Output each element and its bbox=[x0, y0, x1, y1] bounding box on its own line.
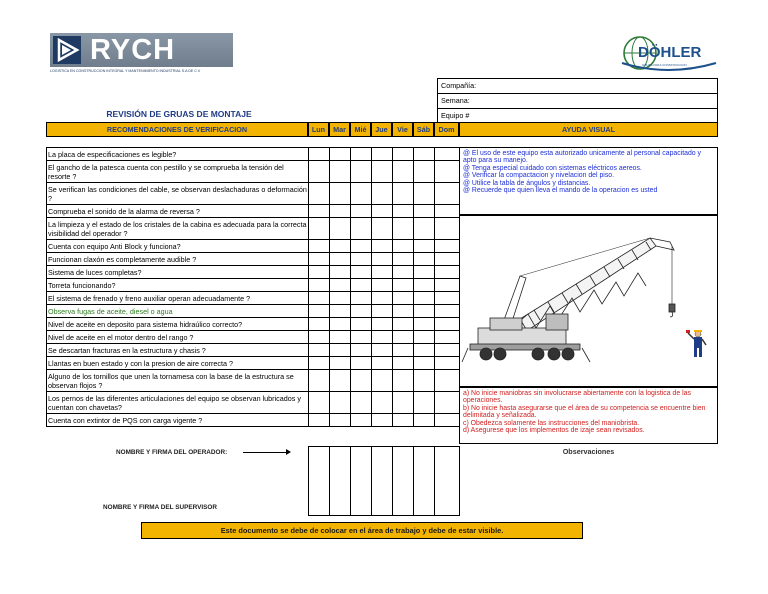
check-cell[interactable] bbox=[414, 161, 435, 183]
check-cell[interactable] bbox=[414, 240, 435, 253]
day-header-thu: Jue bbox=[371, 122, 392, 137]
operation-rules-list bbox=[460, 388, 717, 436]
check-cell[interactable] bbox=[372, 148, 393, 161]
check-cell[interactable] bbox=[309, 370, 330, 392]
table-row bbox=[47, 414, 460, 427]
partner-logo-subtitle: GRUAS PARA CONSTRUCCION bbox=[642, 63, 687, 67]
check-cell[interactable] bbox=[435, 161, 460, 183]
table-row bbox=[47, 318, 460, 331]
check-cell[interactable] bbox=[330, 183, 351, 205]
table-row bbox=[47, 183, 460, 205]
operation-rule: b) No inicie hasta asegurarse que el área de su competencia se encuentre bien delimitada y señalizada. bbox=[463, 404, 706, 420]
check-cell[interactable] bbox=[414, 392, 435, 414]
check-cell[interactable] bbox=[330, 279, 351, 292]
check-cell[interactable] bbox=[351, 183, 372, 205]
checklist-item: La limpieza y el estado de los cristales de la cabina es adecuada para la correcta visibilidad del operador ? bbox=[48, 219, 307, 238]
checklist-item: Nivel de aceite en el motor dentro del rango ? bbox=[47, 331, 309, 344]
check-cell[interactable] bbox=[435, 253, 460, 266]
week-field[interactable] bbox=[437, 93, 718, 108]
arrow-line bbox=[243, 452, 288, 453]
check-cell[interactable] bbox=[435, 183, 460, 205]
table-row bbox=[47, 292, 460, 305]
check-cell[interactable] bbox=[351, 414, 372, 427]
operator-signature-label: NOMBRE Y FIRMA DEL OPERADOR: bbox=[116, 449, 228, 456]
check-cell[interactable] bbox=[393, 331, 414, 344]
check-cell[interactable] bbox=[309, 392, 330, 414]
check-cell[interactable] bbox=[330, 292, 351, 305]
check-cell[interactable] bbox=[435, 357, 460, 370]
check-cell[interactable] bbox=[393, 183, 414, 205]
check-cell[interactable] bbox=[414, 218, 435, 240]
operation-rules-panel bbox=[459, 387, 718, 444]
check-cell[interactable] bbox=[351, 266, 372, 279]
operation-rule: a) No inicie maniobras sin involucrarse abiertamente con la logistica de las operaciones. bbox=[463, 390, 691, 405]
crane-illustration-panel bbox=[459, 215, 718, 387]
day-header-sun: Dom bbox=[434, 122, 459, 137]
check-cell[interactable] bbox=[372, 318, 393, 331]
safety-note: @ Recuerde que quien lleva el mando de la operacion es usted bbox=[463, 187, 658, 195]
table-row bbox=[47, 161, 460, 183]
check-cell[interactable] bbox=[393, 357, 414, 370]
check-cell[interactable] bbox=[372, 305, 393, 318]
check-cell[interactable] bbox=[414, 266, 435, 279]
checklist-item: Sistema de luces completas? bbox=[47, 266, 309, 279]
table-row bbox=[47, 279, 460, 292]
check-cell[interactable] bbox=[372, 218, 393, 240]
check-cell[interactable] bbox=[351, 292, 372, 305]
check-cell[interactable] bbox=[414, 331, 435, 344]
check-cell[interactable] bbox=[414, 205, 435, 218]
table-row bbox=[47, 392, 460, 414]
check-cell[interactable] bbox=[372, 414, 393, 427]
check-cell[interactable] bbox=[372, 392, 393, 414]
table-row bbox=[47, 253, 460, 266]
check-cell[interactable] bbox=[309, 253, 330, 266]
check-cell[interactable] bbox=[372, 266, 393, 279]
check-cell[interactable] bbox=[372, 344, 393, 357]
check-cell[interactable] bbox=[309, 331, 330, 344]
check-cell[interactable] bbox=[393, 205, 414, 218]
day-header-fri: Vie bbox=[392, 122, 413, 137]
page-title: REVISIÓN DE GRUAS DE MONTAJE bbox=[106, 109, 252, 119]
checklist-item: Comprueba el sonido de la alarma de reversa ? bbox=[47, 205, 309, 218]
check-cell[interactable] bbox=[414, 183, 435, 205]
checklist-item: Se verifican las condiciones del cable, se observan deslachaduras o deformación ? bbox=[48, 184, 307, 203]
checklist-item: Cuenta con equipo Anti Block y funciona? bbox=[47, 240, 309, 253]
week-label: Semana: bbox=[441, 96, 470, 105]
table-row bbox=[47, 205, 460, 218]
check-cell[interactable] bbox=[435, 240, 460, 253]
recommendations-header: RECOMENDACIONES DE VERIFICACION bbox=[46, 122, 308, 137]
safety-note: @ Verificar la compactacion y nivelacion del piso. bbox=[463, 172, 615, 180]
check-cell[interactable] bbox=[393, 266, 414, 279]
check-cell[interactable] bbox=[393, 253, 414, 266]
company-logo-text: RYCH bbox=[90, 34, 176, 66]
check-cell[interactable] bbox=[330, 218, 351, 240]
check-cell[interactable] bbox=[309, 205, 330, 218]
check-cell[interactable] bbox=[414, 318, 435, 331]
check-cell[interactable] bbox=[351, 331, 372, 344]
check-cell[interactable] bbox=[330, 266, 351, 279]
table-row bbox=[47, 148, 460, 161]
check-cell[interactable] bbox=[309, 279, 330, 292]
check-cell[interactable] bbox=[351, 253, 372, 266]
supervisor-signature-label: NOMBRE Y FIRMA DEL SUPERVISOR bbox=[103, 504, 217, 511]
table-row bbox=[47, 305, 460, 318]
check-cell[interactable] bbox=[351, 344, 372, 357]
check-cell[interactable] bbox=[414, 253, 435, 266]
checklist-item: Funcionan claxón es completamente audible ? bbox=[47, 253, 309, 266]
check-cell[interactable] bbox=[351, 279, 372, 292]
check-cell[interactable] bbox=[414, 357, 435, 370]
check-cell[interactable] bbox=[435, 292, 460, 305]
check-cell[interactable] bbox=[330, 370, 351, 392]
check-cell[interactable] bbox=[330, 392, 351, 414]
check-cell[interactable] bbox=[393, 279, 414, 292]
table-row bbox=[47, 357, 460, 370]
check-cell[interactable] bbox=[393, 344, 414, 357]
check-cell[interactable] bbox=[309, 318, 330, 331]
check-cell[interactable] bbox=[309, 344, 330, 357]
check-cell[interactable] bbox=[372, 279, 393, 292]
checklist-table bbox=[46, 147, 460, 427]
check-cell[interactable] bbox=[414, 344, 435, 357]
check-cell[interactable] bbox=[351, 357, 372, 370]
safety-notes-list bbox=[460, 148, 717, 196]
check-cell[interactable] bbox=[351, 392, 372, 414]
company-logo bbox=[50, 33, 233, 75]
check-cell[interactable] bbox=[414, 148, 435, 161]
check-cell[interactable] bbox=[309, 183, 330, 205]
check-cell[interactable] bbox=[351, 370, 372, 392]
check-cell[interactable] bbox=[393, 305, 414, 318]
check-cell[interactable] bbox=[414, 370, 435, 392]
equipment-field[interactable] bbox=[437, 108, 718, 123]
check-cell[interactable] bbox=[393, 392, 414, 414]
check-cell[interactable] bbox=[372, 161, 393, 183]
observations-label: Observaciones bbox=[562, 447, 615, 456]
signature-cell[interactable] bbox=[435, 447, 460, 516]
checklist-item: El sistema de frenado y freno auxiliar operan adecuadamente ? bbox=[47, 292, 309, 305]
safety-note: @ Utilice la tabla de ángulos y distancias. bbox=[463, 179, 591, 187]
signature-cell[interactable] bbox=[330, 447, 351, 516]
safety-notes-panel bbox=[459, 147, 718, 215]
check-cell[interactable] bbox=[309, 218, 330, 240]
check-cell[interactable] bbox=[330, 161, 351, 183]
signature-cell[interactable] bbox=[309, 447, 330, 516]
signal-person-icon bbox=[686, 330, 706, 357]
check-cell[interactable] bbox=[351, 148, 372, 161]
company-label: Compañía: bbox=[441, 81, 477, 90]
check-cell[interactable] bbox=[330, 344, 351, 357]
check-cell[interactable] bbox=[435, 148, 460, 161]
table-row bbox=[47, 240, 460, 253]
check-cell[interactable] bbox=[393, 161, 414, 183]
table-row bbox=[47, 331, 460, 344]
company-logo-block bbox=[50, 33, 233, 67]
check-cell[interactable] bbox=[372, 357, 393, 370]
signature-grid bbox=[308, 446, 460, 516]
check-cell[interactable] bbox=[435, 318, 460, 331]
check-cell[interactable] bbox=[393, 414, 414, 427]
company-field[interactable] bbox=[437, 78, 718, 93]
checklist-item: Cuenta con extintor de PQS con carga vigente ? bbox=[47, 414, 309, 427]
safety-note: @ Tenga especial cuidado con sistemas eléctricos aereos. bbox=[463, 164, 642, 172]
check-cell[interactable] bbox=[309, 414, 330, 427]
checklist-item: La placa de especificaciones es legible? bbox=[47, 148, 309, 161]
checklist-item: Nivel de aceite en deposito para sistema hidraúlico correcto? bbox=[47, 318, 309, 331]
check-cell[interactable] bbox=[372, 370, 393, 392]
checklist-item: Torreta funcionando? bbox=[47, 279, 309, 292]
check-cell[interactable] bbox=[372, 183, 393, 205]
check-cell[interactable] bbox=[330, 357, 351, 370]
check-cell[interactable] bbox=[309, 305, 330, 318]
table-row bbox=[47, 266, 460, 279]
check-cell[interactable] bbox=[435, 392, 460, 414]
check-cell[interactable] bbox=[435, 370, 460, 392]
safety-note: @ El uso de este equipo esta autorizado unicamente al personal capacitado y apto para su manejo. bbox=[463, 150, 701, 165]
table-row bbox=[309, 447, 460, 516]
day-header-wed: Mié bbox=[350, 122, 371, 137]
check-cell[interactable] bbox=[351, 218, 372, 240]
check-cell[interactable] bbox=[435, 414, 460, 427]
check-cell[interactable] bbox=[414, 292, 435, 305]
checklist-item: Observa fugas de aceite, diesel o agua bbox=[47, 305, 309, 318]
check-cell[interactable] bbox=[372, 331, 393, 344]
check-cell[interactable] bbox=[435, 279, 460, 292]
company-logo-subtitle: LOGISTICA EN CONSTRUCCION INTEGRAL Y MANTENIMIENTO INDUSTRIAL S.A DE C.V bbox=[50, 69, 201, 73]
check-cell[interactable] bbox=[330, 318, 351, 331]
arrow-right-icon bbox=[286, 449, 291, 455]
check-cell[interactable] bbox=[351, 205, 372, 218]
check-cell[interactable] bbox=[309, 266, 330, 279]
check-cell[interactable] bbox=[351, 305, 372, 318]
signature-cell[interactable] bbox=[351, 447, 372, 516]
footer-notice: Este documento se debe de colocar en el área de trabajo y debe de estar visible. bbox=[141, 522, 583, 539]
check-cell[interactable] bbox=[393, 148, 414, 161]
check-cell[interactable] bbox=[351, 161, 372, 183]
signature-cell[interactable] bbox=[372, 447, 393, 516]
partner-logo bbox=[618, 33, 718, 78]
checklist-item: Los pernos de las diferentes articulaciones del equipo se observan lubricados y cuentan con chavetas? bbox=[47, 392, 309, 414]
check-cell[interactable] bbox=[309, 148, 330, 161]
check-cell[interactable] bbox=[309, 240, 330, 253]
crane-icon bbox=[462, 238, 675, 362]
check-cell[interactable] bbox=[414, 414, 435, 427]
check-cell[interactable] bbox=[393, 318, 414, 331]
visual-aid-header: AYUDA VISUAL bbox=[459, 122, 718, 137]
check-cell[interactable] bbox=[414, 279, 435, 292]
check-cell[interactable] bbox=[393, 218, 414, 240]
operation-rule: d) Asegurese que los implementos de izaje sean revisados. bbox=[463, 427, 645, 435]
check-cell[interactable] bbox=[435, 205, 460, 218]
equipment-label: Equipo # bbox=[441, 111, 470, 120]
check-cell[interactable] bbox=[330, 240, 351, 253]
check-cell[interactable] bbox=[435, 331, 460, 344]
check-cell[interactable] bbox=[330, 331, 351, 344]
check-cell[interactable] bbox=[309, 357, 330, 370]
day-header-mon: Lun bbox=[308, 122, 329, 137]
partner-logo-text: DÖHLER bbox=[638, 44, 702, 61]
checklist-item: El gancho de la patesca cuenta con pestillo y se comprueba la tensión del resorte ? bbox=[47, 161, 309, 183]
check-cell[interactable] bbox=[435, 305, 460, 318]
check-cell[interactable] bbox=[414, 305, 435, 318]
check-cell[interactable] bbox=[393, 292, 414, 305]
check-cell[interactable] bbox=[372, 253, 393, 266]
check-cell[interactable] bbox=[372, 292, 393, 305]
table-row bbox=[47, 370, 460, 392]
check-cell[interactable] bbox=[372, 205, 393, 218]
checklist-item: Alguno de los tornillos que unen la tornamesa con la base de la estructura se observan flojos ? bbox=[47, 370, 309, 392]
check-cell[interactable] bbox=[435, 266, 460, 279]
check-cell[interactable] bbox=[435, 344, 460, 357]
check-cell[interactable] bbox=[393, 370, 414, 392]
check-cell[interactable] bbox=[393, 240, 414, 253]
table-row bbox=[47, 344, 460, 357]
operation-rule: c) Obedezca solamente las instrucciones del maniobrista. bbox=[463, 419, 640, 427]
check-cell[interactable] bbox=[309, 161, 330, 183]
check-cell[interactable] bbox=[330, 305, 351, 318]
check-cell[interactable] bbox=[309, 292, 330, 305]
checklist-item: Se descartan fracturas en la estructura y chasis ? bbox=[47, 344, 309, 357]
signature-cell[interactable] bbox=[414, 447, 435, 516]
check-cell[interactable] bbox=[351, 240, 372, 253]
check-cell[interactable] bbox=[330, 253, 351, 266]
day-header-sat: Sáb bbox=[413, 122, 434, 137]
check-cell[interactable] bbox=[330, 205, 351, 218]
check-cell[interactable] bbox=[330, 148, 351, 161]
checklist-item: Llantas en buen estado y con la presion de aire correcta ? bbox=[47, 357, 309, 370]
check-cell[interactable] bbox=[351, 318, 372, 331]
check-cell[interactable] bbox=[372, 240, 393, 253]
signature-cell[interactable] bbox=[393, 447, 414, 516]
day-header-tue: Mar bbox=[329, 122, 350, 137]
crane-illustration bbox=[460, 216, 717, 386]
table-row bbox=[47, 218, 460, 240]
play-arrow-icon bbox=[53, 36, 81, 64]
check-cell[interactable] bbox=[330, 414, 351, 427]
check-cell[interactable] bbox=[435, 218, 460, 240]
